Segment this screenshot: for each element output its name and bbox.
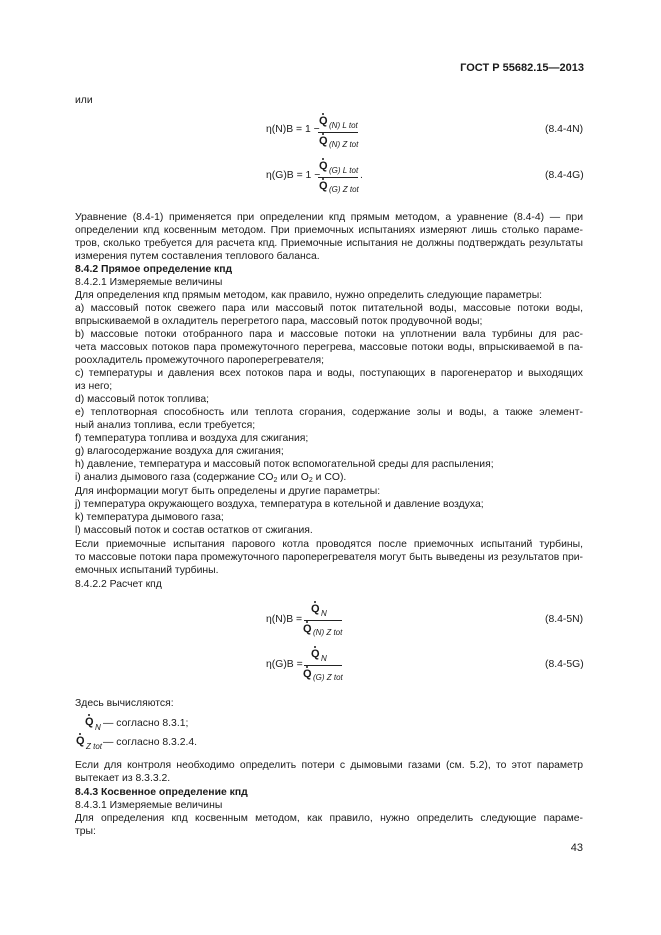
item-i: i) анализ дымового газа (содержание $CO_2$ или $O_2$ и CO). [75, 472, 347, 484]
def1-sub: N [95, 723, 101, 732]
para1-line1: Уравнение (8.4-1) применяется при определении кпд прямым методом, а уравнение (8.4-4) — при [75, 212, 583, 223]
eq-5N-num-sub: N [321, 609, 327, 618]
subsection-8-4-2-1-title: 8.4.2.1 Измеряемые величины [75, 277, 223, 288]
para2-line3: емочных испытаний турбины. [75, 565, 219, 576]
eq-5G-lhs: η(G)B = [266, 659, 303, 670]
item-a-line1: а) массовый поток свежего пара или массовый поток питательной воды, массовые потоки воды, [75, 303, 583, 314]
document-header: ГОСТ Р 55682.15—2013 [460, 62, 584, 74]
eq-4G-num-sub: (G) L tot [329, 166, 359, 175]
subsection-8-4-3-1-title: 8.4.3.1 Измеряемые величины [75, 800, 223, 811]
info-line: Для информации могут быть определены и другие параметры: [75, 486, 381, 497]
item-f: f) температура топлива и воздуха для сжигания; [75, 433, 309, 444]
eq-4G-lhs: η(G)B = 1 − [266, 170, 321, 181]
item-d: d) массовый поток топлива; [75, 394, 210, 405]
item-b-line1: b) массовые потоки отобранного пара и массовые потоки на уплотнении вала турбины для рас- [75, 329, 583, 340]
item-e-line2: ный анализ топлива, если требуется; [75, 420, 256, 431]
eq-5N-lhs: η(N)B = [266, 614, 303, 625]
eq-4G-number: (8.4-4G) [545, 170, 584, 181]
item-c-line1: с) температуры и давления всех потоков пара и воды, поступающих в парогенератор и выходящих [75, 368, 583, 379]
item-b-line3: роохладитель промежуточного пароперегревателя; [75, 355, 325, 366]
def2-text: — согласно 8.3.2.4. [103, 737, 198, 748]
indirect-intro-line1: Для определения кпд косвенным методом, как правило, нужно определить следующие параме- [75, 813, 583, 824]
intro-word: или [75, 95, 93, 106]
para3-line2: вытекает из 8.3.3.2. [75, 773, 171, 784]
para1-line4: измерения путем составления теплового баланса. [75, 251, 320, 262]
eq-5N-den-sub: (N) Z tot [313, 628, 343, 637]
item-c-line2: из него; [75, 381, 113, 392]
item-j: j) температура окружающего воздуха, температура в котельной и давление воздуха; [75, 499, 484, 510]
item-g: g) влагосодержание воздуха для сжигания; [75, 446, 284, 457]
eq-4G-den-sub: (G) Z tot [329, 185, 359, 194]
item-k: k) температура дымового газа; [75, 512, 224, 523]
eq-4G-tail: . [360, 170, 363, 181]
def1-text: — согласно 8.3.1; [103, 718, 189, 729]
indirect-intro-line2: тры: [75, 826, 96, 837]
eq-4N-number: (8.4-4N) [545, 124, 584, 135]
para2-line1: Если приемочные испытания парового котла проводятся после приемочных испытаний турбины, [75, 539, 583, 550]
eq-4N-num-sub: (N) L tot [329, 121, 358, 130]
section-8-4-2-title: 8.4.2 Прямое определение кпд [75, 264, 233, 275]
eq-5G-number: (8.4-5G) [545, 659, 584, 670]
subsection-8-4-2-2-title: 8.4.2.2 Расчет кпд [75, 579, 162, 590]
para1-line3: тров, сколько требуется для расчета кпд. Приемочные испытания не должны подтверждать результаты [75, 238, 583, 249]
eq-5G-num-sub: N [321, 654, 327, 663]
item-l: l) массовый поток и состав остатков от сжигания. [75, 525, 313, 536]
def2-sub: Z tot [86, 742, 103, 751]
item-e-line1: е) теплотворная способность или теплота сгорания, содержание золы и воды, а также элемент- [75, 407, 583, 418]
eq-5N-number: (8.4-5N) [545, 614, 584, 625]
here-computed: Здесь вычисляются: [75, 698, 174, 709]
section-8-4-3-title: 8.4.3 Косвенное определение кпд [75, 787, 248, 798]
eq-4N-den-sub: (N) Z tot [329, 140, 359, 149]
page-number: 43 [570, 842, 583, 854]
item-h: h) давление, температура и массовый поток вспомогательной среды для распыления; [75, 459, 494, 470]
direct-intro: Для определения кпд прямым методом, как правило, нужно определить следующие параметры: [75, 290, 543, 301]
para1-line2: определении кпд косвенным методом. При приемочных испытаниях измеряют лишь столько параме- [75, 225, 583, 236]
para3-line1: Если для контроля необходимо определить потери с дымовыми газами (см. 5.2), то этот параметр [75, 760, 583, 771]
eq-4N-lhs: η(N)B = 1 − [266, 124, 320, 135]
para2-line2: то массовые потоки пара промежуточного пароперегревателя могут быть выведены из результатов при- [75, 552, 583, 563]
item-a-line2: впрыскиваемой в охладитель перегретого пара, массовый поток продувочной воды; [75, 316, 483, 327]
eq-5G-den-sub: (G) Z tot [313, 673, 343, 682]
item-b-line2: чета массовых потоков пара промежуточного перегрева, массовые потоки воды, впрыскиваемой в па- [75, 342, 583, 353]
